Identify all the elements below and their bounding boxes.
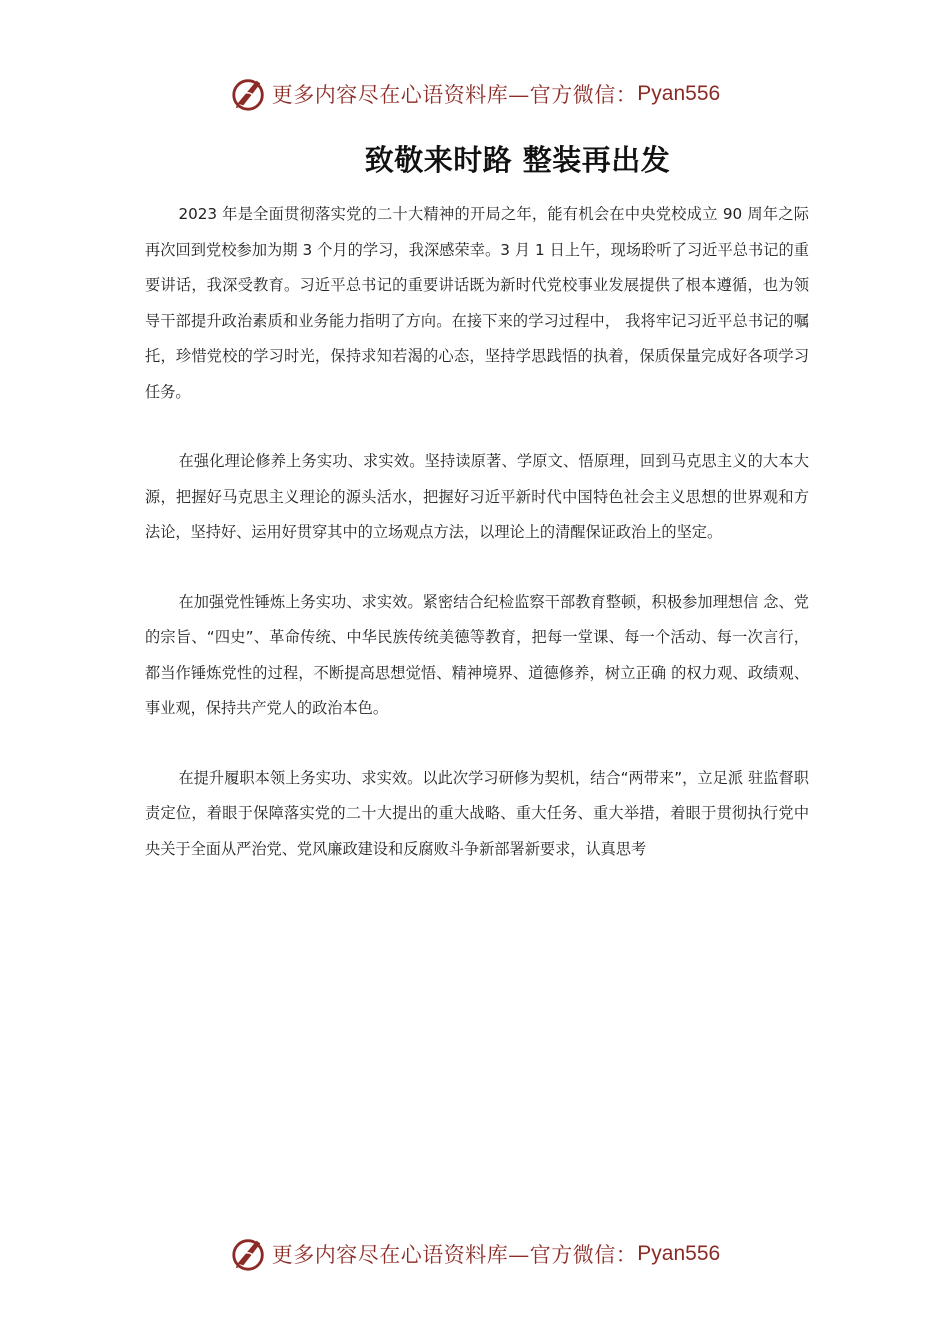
pen-logo-icon (230, 1235, 268, 1273)
paragraph: 在加强党性锤炼上务实功、求实效。紧密结合纪检监察干部教育整顿，积极参加理想信 念、党的宗旨、“四史”、革命传统、中华民族传统美德等教育，把每一堂课、每一个活动、每一次言行，都当作锤炼党性的过程，不断提高思想觉悟、精神境界、道德修养，树立正确 的权力观、政绩观、事业观，保持共产党人的政治本色。 (145, 592, 809, 717)
paragraph: 在强化理论修养上务实功、求实效。坚持读原著、学原文、悟原理，回到马克思主义的大本大源，把握好马克思主义理论的源头活水，把握好习近平新时代中国特色社会主义思想的世界观和方法论，坚持好、运用好贯穿其中的立场观点方法，以理论上的清醒保证政治上的坚定。 (145, 452, 809, 541)
paragraph: 在提升履职本领上务实功、求实效。以此次学习研修为契机，结合“两带来”，立足派 驻监督职责定位，着眼于保障落实党的二十大提出的重大战略、重大任务、重大举措，着眼于贯彻执行党中央关于全面从严治党、党风廉政建设和反腐败斗争新部署新要求，认真思考 (145, 768, 809, 858)
footer-banner (0, 1230, 950, 1278)
pen-logo-icon (230, 75, 268, 113)
header-banner (0, 70, 950, 118)
document-title: 致敬来时路 整装再出发 (364, 143, 671, 177)
banner-handle: Pyan556 (637, 1242, 721, 1265)
banner-handle: Pyan556 (637, 82, 721, 105)
paragraph: 2023 年是全面贯彻落实党的二十大精神的开局之年，能有机会在中央党校成立 90 周年之际再次回到党校参加为期 3 个月的学习，我深感荣幸。3 月 1 日上午，现场聆听了习近平总书记的重要讲话，我深受教育。习近平总书记的重要讲话既为新时代党校事业发展提供了根本遵循，也为领导干部提升政治素质和业务能力指明了方向。在接下来的学习过程中， 我将牢记习近平总书记的嘱托，珍惜党校的学习时光，保持求知若渴的心态，坚持学思践悟的执着，保质保量完成好各项学习任务。 (145, 205, 809, 401)
banner-text: 更多内容尽在心语资料库—官方微信： (271, 83, 638, 107)
banner-text: 更多内容尽在心语资料库—官方微信： (271, 1243, 638, 1267)
document-body (145, 197, 809, 901)
